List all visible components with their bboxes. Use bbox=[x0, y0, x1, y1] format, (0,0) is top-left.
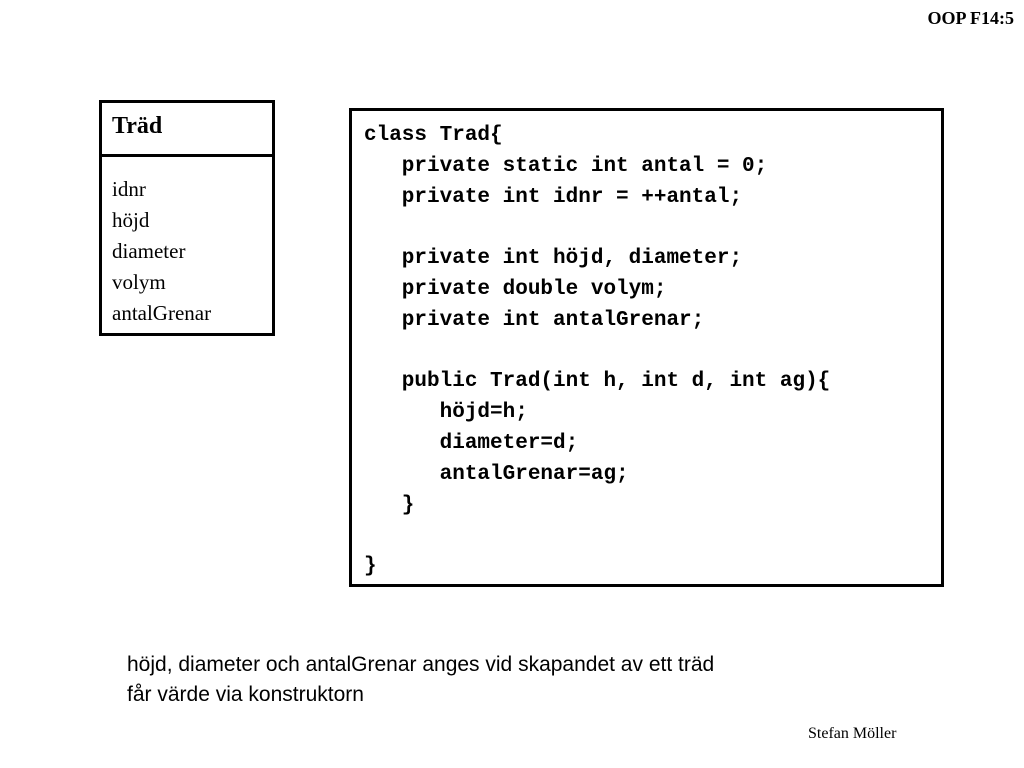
uml-attribute: diameter bbox=[112, 239, 186, 263]
caption-line: höjd, diameter och antalGrenar anges vid skapandet av ett träd bbox=[127, 653, 715, 676]
code-line bbox=[364, 521, 941, 552]
uml-class-box bbox=[99, 100, 275, 336]
uml-class-name: Träd bbox=[102, 103, 272, 157]
code-line: } bbox=[364, 493, 415, 517]
code-box bbox=[349, 108, 944, 587]
code-line: public Trad(int h, int d, int ag){ bbox=[364, 370, 831, 394]
code-line: private double volym; bbox=[364, 277, 667, 301]
caption bbox=[127, 650, 714, 710]
uml-attribute-list bbox=[102, 157, 272, 329]
code-line: private static int antal = 0; bbox=[364, 154, 768, 178]
code-line: höjd=h; bbox=[364, 401, 528, 425]
uml-attribute: höjd bbox=[112, 208, 150, 232]
code-line: antalGrenar=ag; bbox=[364, 462, 629, 486]
code-line: class Trad{ bbox=[364, 124, 503, 147]
code-line: private int idnr = ++antal; bbox=[364, 185, 743, 209]
uml-attribute: antalGrenar bbox=[112, 301, 212, 325]
author-name: Stefan Möller bbox=[808, 725, 897, 742]
slide-number: OOP F14:5 bbox=[927, 8, 1014, 28]
code-line: } bbox=[364, 555, 377, 579]
code-line: diameter=d; bbox=[364, 431, 579, 455]
code-line: private int höjd, diameter; bbox=[364, 247, 743, 271]
code-block bbox=[352, 111, 941, 583]
code-line bbox=[364, 337, 941, 368]
uml-attribute: volym bbox=[112, 270, 166, 294]
uml-attribute: idnr bbox=[112, 177, 146, 201]
code-line bbox=[364, 213, 941, 244]
code-line: private int antalGrenar; bbox=[364, 308, 705, 332]
caption-line: får värde via konstruktorn bbox=[127, 683, 364, 706]
